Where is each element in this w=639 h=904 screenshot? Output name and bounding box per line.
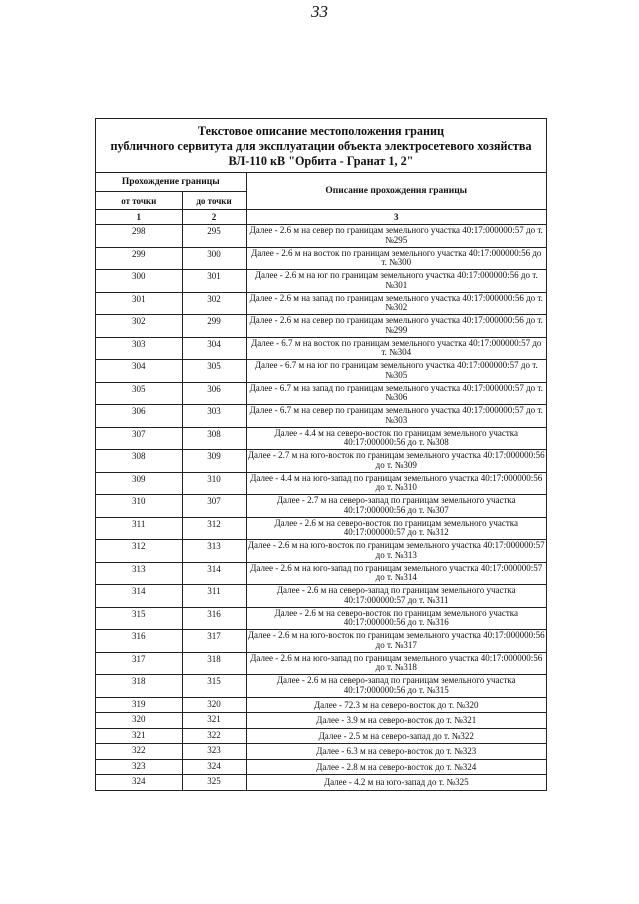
table-row	[96, 450, 546, 473]
cell-to-point: 318	[182, 652, 246, 675]
cell-to-point: 299	[182, 315, 246, 338]
table-row	[96, 270, 546, 293]
cell-description: Далее - 2.6 м на запад по границам земельного участка 40:17:000000:56 до т. №302	[246, 292, 546, 315]
cell-to-point: 314	[182, 562, 246, 585]
cell-from-point: 306	[96, 405, 182, 428]
cell-description: Далее - 2.6 м на северо-восток по границам земельного участка 40:17:000000:57 до т. №312	[246, 517, 546, 540]
cell-from-point: 316	[96, 630, 182, 653]
cell-description: Далее - 2.8 м на северо-восток до т. №324	[246, 759, 546, 775]
table-row	[96, 607, 546, 630]
cell-to-point: 302	[182, 292, 246, 315]
cell-description: Далее - 6.7 м на север по границам земельного участка 40:17:000000:57 до т. №303	[246, 405, 546, 428]
cell-from-point: 312	[96, 540, 182, 563]
table-row	[96, 517, 546, 540]
table-row	[96, 585, 546, 608]
table-row	[96, 713, 546, 729]
cell-to-point: 324	[182, 759, 246, 775]
cell-to-point: 321	[182, 713, 246, 729]
boundary-description-document	[95, 118, 547, 791]
cell-from-point: 315	[96, 607, 182, 630]
cell-to-point: 300	[182, 247, 246, 270]
cell-description: Далее - 2.6 м на север по границам земельного участка 40:17:000000:57 до т. №295	[246, 225, 546, 248]
document-title	[96, 119, 546, 173]
table-body	[96, 225, 546, 790]
cell-from-point: 320	[96, 713, 182, 729]
cell-description: Далее - 2.6 м на север по границам земельного участка 40:17:000000:56 до т. №299	[246, 315, 546, 338]
cell-to-point: 311	[182, 585, 246, 608]
cell-from-point: 298	[96, 225, 182, 248]
table-row	[96, 405, 546, 428]
cell-description: Далее - 2.7 м на северо-запад по границам земельного участка 40:17:000000:56 до т. №307	[246, 495, 546, 518]
header-col-2: 2	[182, 210, 246, 225]
cell-to-point: 308	[182, 427, 246, 450]
cell-to-point: 303	[182, 405, 246, 428]
table-row	[96, 697, 546, 713]
cell-from-point: 307	[96, 427, 182, 450]
cell-from-point: 301	[96, 292, 182, 315]
table-row	[96, 744, 546, 760]
cell-to-point: 301	[182, 270, 246, 293]
header-col-3: 3	[246, 210, 546, 225]
table-row	[96, 225, 546, 248]
cell-description: Далее - 2.6 м на северо-восток по границам земельного участка 40:17:000000:56 до т. №316	[246, 607, 546, 630]
cell-to-point: 320	[182, 697, 246, 713]
table-row	[96, 540, 546, 563]
cell-description: Далее - 2.6 м на юг по границам земельного участка 40:17:000000:56 до т. №301	[246, 270, 546, 293]
boundary-table	[96, 173, 546, 790]
cell-from-point: 324	[96, 775, 182, 790]
table-row	[96, 292, 546, 315]
table-row	[96, 315, 546, 338]
cell-from-point: 309	[96, 472, 182, 495]
cell-description: Далее - 2.6 м на юго-восток по границам земельного участка 40:17:000000:56 до т. №317	[246, 630, 546, 653]
cell-from-point: 318	[96, 675, 182, 698]
table-row	[96, 562, 546, 585]
cell-from-point: 322	[96, 744, 182, 760]
table-row	[96, 630, 546, 653]
cell-from-point: 323	[96, 759, 182, 775]
cell-to-point: 304	[182, 337, 246, 360]
header-col-1: 1	[96, 210, 182, 225]
cell-description: Далее - 2.6 м на северо-запад по границам земельного участка 40:17:000000:56 до т. №315	[246, 675, 546, 698]
table-row	[96, 495, 546, 518]
cell-description: Далее - 2.6 м на юго-запад по границам земельного участка 40:17:000000:56 до т. №318	[246, 652, 546, 675]
cell-to-point: 310	[182, 472, 246, 495]
cell-from-point: 303	[96, 337, 182, 360]
cell-description: Далее - 4.4 м на северо-восток по границам земельного участка 40:17:000000:56 до т. №308	[246, 427, 546, 450]
title-line-2: публичного сервитута для эксплуатации объекта электросетевого хозяйства	[110, 139, 532, 153]
table-row	[96, 337, 546, 360]
cell-from-point: 314	[96, 585, 182, 608]
cell-to-point: 323	[182, 744, 246, 760]
table-row	[96, 775, 546, 790]
cell-description: Далее - 2.6 м на восток по границам земельного участка 40:17:000000:56 до т. №300	[246, 247, 546, 270]
header-from-point: от точки	[96, 192, 182, 210]
cell-from-point: 308	[96, 450, 182, 473]
cell-to-point: 325	[182, 775, 246, 790]
cell-to-point: 309	[182, 450, 246, 473]
table-row	[96, 247, 546, 270]
cell-from-point: 305	[96, 382, 182, 405]
cell-description: Далее - 4.2 м на юго-запад до т. №325	[246, 775, 546, 790]
cell-description: Далее - 3.9 м на северо-восток до т. №321	[246, 713, 546, 729]
cell-to-point: 313	[182, 540, 246, 563]
header-passage: Прохождение границы	[96, 173, 246, 192]
table-row	[96, 759, 546, 775]
header-description: Описание прохождения границы	[246, 173, 546, 210]
cell-to-point: 316	[182, 607, 246, 630]
cell-description: Далее - 6.7 м на восток по границам земельного участка 40:17:000000:57 до т. №304	[246, 337, 546, 360]
cell-to-point: 322	[182, 728, 246, 744]
cell-from-point: 300	[96, 270, 182, 293]
cell-to-point: 317	[182, 630, 246, 653]
cell-from-point: 310	[96, 495, 182, 518]
cell-from-point: 321	[96, 728, 182, 744]
cell-description: Далее - 2.6 м на юго-восток по границам земельного участка 40:17:000000:57 до т. №313	[246, 540, 546, 563]
cell-from-point: 317	[96, 652, 182, 675]
cell-from-point: 319	[96, 697, 182, 713]
cell-description: Далее - 2.6 м на северо-запад по границам земельного участка 40:17:000000:57 до т. №311	[246, 585, 546, 608]
table-row	[96, 360, 546, 383]
cell-description: Далее - 2.5 м на северо-запад до т. №322	[246, 728, 546, 744]
cell-to-point: 312	[182, 517, 246, 540]
cell-from-point: 304	[96, 360, 182, 383]
table-row	[96, 382, 546, 405]
table-row	[96, 652, 546, 675]
cell-description: Далее - 6.7 м на юг по границам земельного участка 40:17:000000:57 до т. №305	[246, 360, 546, 383]
page-number: 33	[311, 2, 328, 21]
cell-description: Далее - 2.7 м на юго-восток по границам земельного участка 40:17:000000:56 до т. №309	[246, 450, 546, 473]
cell-from-point: 311	[96, 517, 182, 540]
cell-from-point: 299	[96, 247, 182, 270]
header-to-point: до точки	[182, 192, 246, 210]
title-line-1: Текстовое описание местоположения границ	[197, 124, 445, 138]
cell-to-point: 315	[182, 675, 246, 698]
cell-to-point: 307	[182, 495, 246, 518]
table-row	[96, 728, 546, 744]
cell-description: Далее - 6.7 м на запад по границам земельного участка 40:17:000000:57 до т. №306	[246, 382, 546, 405]
cell-from-point: 313	[96, 562, 182, 585]
title-line-3: ВЛ-110 кВ "Орбита - Гранат 1, 2"	[228, 154, 414, 168]
table-row	[96, 472, 546, 495]
cell-description: Далее - 72.3 м на северо-восток до т. №320	[246, 697, 546, 713]
cell-to-point: 295	[182, 225, 246, 248]
cell-description: Далее - 6.3 м на северо-восток до т. №323	[246, 744, 546, 760]
cell-description: Далее - 2.6 м на юго-запад по границам земельного участка 40:17:000000:57 до т. №314	[246, 562, 546, 585]
cell-description: Далее - 4.4 м на юго-запад по границам земельного участка 40:17:000000:56 до т. №310	[246, 472, 546, 495]
table-row	[96, 427, 546, 450]
cell-to-point: 306	[182, 382, 246, 405]
cell-to-point: 305	[182, 360, 246, 383]
table-row	[96, 675, 546, 698]
cell-from-point: 302	[96, 315, 182, 338]
